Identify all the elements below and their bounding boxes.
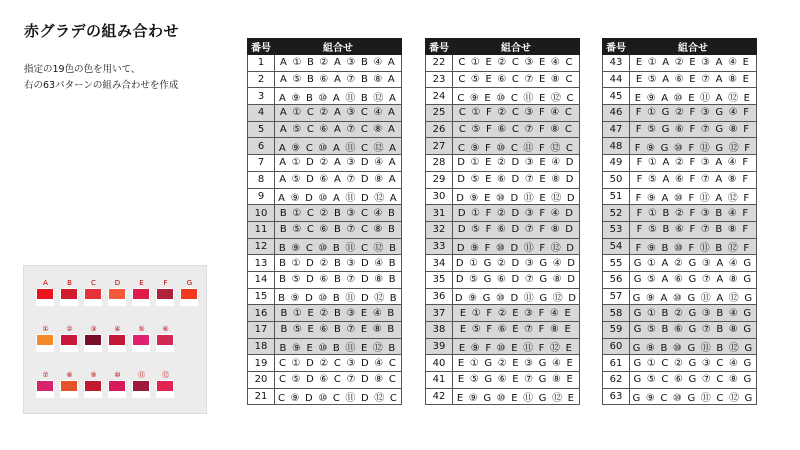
header-combination: 組合せ [453, 39, 580, 55]
row-number: 44 [603, 71, 630, 88]
table-row [426, 338, 580, 355]
table-row [426, 171, 580, 188]
row-combination: D ⑤ F ⑥ D ⑦ F ⑧ D [453, 221, 580, 238]
table-row [603, 88, 757, 105]
swatch-tag [84, 346, 102, 352]
swatch-color [36, 334, 54, 346]
swatch-tag [36, 346, 54, 352]
swatch-chip [108, 278, 127, 306]
table-row [248, 71, 402, 88]
swatch-chip [108, 324, 127, 352]
swatch-chip [132, 278, 151, 306]
row-combination: A ⑨ D ⑩ A ⑪ D ⑫ A [275, 188, 402, 205]
row-combination: B ⑤ C ⑥ B ⑦ C ⑧ B [275, 221, 402, 238]
row-combination: D ① E ② D ③ E ④ D [453, 155, 580, 172]
table-row [248, 372, 402, 389]
row-number: 4 [248, 105, 275, 122]
row-combination: C ⑤ F ⑥ C ⑦ F ⑧ C [453, 121, 580, 138]
row-number: 39 [426, 338, 453, 355]
swatch-chip [84, 370, 103, 398]
row-number: 16 [248, 305, 275, 322]
swatch-label: ⑦ [42, 371, 49, 379]
row-number: 28 [426, 155, 453, 172]
row-number: 30 [426, 188, 453, 205]
swatch-color [132, 334, 150, 346]
swatch-color [36, 380, 54, 392]
row-combination: D ① G ② D ③ G ④ D [453, 255, 580, 272]
color-swatch-photo [23, 265, 207, 414]
swatch-tag [108, 392, 126, 398]
table-header-row [426, 39, 580, 55]
table-row [426, 322, 580, 339]
swatch-chip [180, 278, 199, 306]
row-combination: C ① E ② C ③ E ④ C [453, 55, 580, 72]
row-combination: G ① C ② G ③ C ④ G [630, 355, 757, 372]
swatch-tag [84, 300, 102, 306]
row-combination: A ① B ② A ③ B ④ A [275, 55, 402, 72]
swatch-chip [60, 370, 79, 398]
page-title: 赤グラデの組み合わせ [24, 22, 180, 40]
table-row [426, 238, 580, 255]
row-number: 23 [426, 71, 453, 88]
row-number: 37 [426, 305, 453, 322]
swatch-label: A [43, 279, 48, 287]
row-combination: A ⑨ B ⑩ A ⑪ B ⑫ A [275, 88, 402, 105]
row-combination: G ⑤ B ⑥ G ⑦ B ⑧ G [630, 322, 757, 339]
row-number: 48 [603, 138, 630, 155]
swatch-color [60, 380, 78, 392]
swatch-tag [156, 300, 174, 306]
row-combination: B ① E ② B ③ E ④ B [275, 305, 402, 322]
table-row [426, 205, 580, 222]
swatch-chip [156, 370, 175, 398]
row-number: 46 [603, 105, 630, 122]
swatch-color [156, 288, 174, 300]
row-number: 2 [248, 71, 275, 88]
row-number: 35 [426, 271, 453, 288]
row-number: 40 [426, 355, 453, 372]
row-number: 32 [426, 221, 453, 238]
table-row [248, 271, 402, 288]
swatch-chip [108, 370, 127, 398]
row-number: 61 [603, 355, 630, 372]
swatch-chip [36, 278, 55, 306]
row-combination: A ⑤ C ⑥ A ⑦ C ⑧ A [275, 121, 402, 138]
table-row [426, 71, 580, 88]
row-number: 49 [603, 155, 630, 172]
swatch-tag [60, 300, 78, 306]
row-combination: G ⑨ C ⑩ G ⑪ C ⑫ G [630, 388, 757, 405]
row-number: 58 [603, 305, 630, 322]
swatch-tag [60, 392, 78, 398]
swatch-tag [156, 346, 174, 352]
row-combination: G ① B ② G ③ B ④ G [630, 305, 757, 322]
row-combination: D ⑤ G ⑥ D ⑦ G ⑧ D [453, 271, 580, 288]
swatch-color [84, 380, 102, 392]
table-row [426, 288, 580, 305]
row-combination: F ① A ② F ③ A ④ F [630, 155, 757, 172]
row-combination: E ① A ② E ③ A ④ E [630, 55, 757, 72]
table-row [426, 121, 580, 138]
swatch-label: ⑥ [162, 325, 169, 333]
table-row [426, 305, 580, 322]
row-number: 26 [426, 121, 453, 138]
row-number: 34 [426, 255, 453, 272]
table-row [603, 138, 757, 155]
swatch-label: ② [66, 325, 73, 333]
swatch-chip [60, 324, 79, 352]
table-row [603, 155, 757, 172]
swatch-label: E [139, 279, 144, 287]
swatch-color [156, 334, 174, 346]
table-row [426, 188, 580, 205]
row-combination: G ⑤ A ⑥ G ⑦ A ⑧ G [630, 271, 757, 288]
row-number: 8 [248, 171, 275, 188]
row-number: 12 [248, 238, 275, 255]
row-number: 6 [248, 138, 275, 155]
row-combination: C ⑤ E ⑥ C ⑦ E ⑧ C [453, 71, 580, 88]
row-number: 36 [426, 288, 453, 305]
table-row [248, 138, 402, 155]
description-line-2: 右の63パターンの組み合わせを作成 [24, 80, 179, 91]
table-row [426, 155, 580, 172]
swatch-label: ⑫ [162, 371, 169, 379]
combination-table-1 [247, 38, 402, 405]
row-combination: C ⑨ F ⑩ C ⑪ F ⑫ C [453, 138, 580, 155]
table-row [603, 338, 757, 355]
row-combination: G ⑤ C ⑥ G ⑦ C ⑧ G [630, 372, 757, 389]
swatch-label: ⑧ [66, 371, 73, 379]
table-row [426, 372, 580, 389]
row-combination: B ① C ② B ③ C ④ B [275, 205, 402, 222]
swatch-color [84, 334, 102, 346]
description [24, 62, 178, 94]
row-number: 55 [603, 255, 630, 272]
row-combination: B ⑨ E ⑩ B ⑪ E ⑫ B [275, 338, 402, 355]
swatch-tag [180, 300, 198, 306]
table-row [603, 271, 757, 288]
table-row [248, 255, 402, 272]
row-number: 43 [603, 55, 630, 72]
row-number: 9 [248, 188, 275, 205]
row-number: 25 [426, 105, 453, 122]
swatch-chip [36, 370, 55, 398]
row-combination: A ⑨ C ⑩ A ⑪ C ⑫ A [275, 138, 402, 155]
row-combination: C ⑨ D ⑩ C ⑪ D ⑫ C [275, 388, 402, 405]
row-number: 17 [248, 322, 275, 339]
swatch-label: G [186, 279, 193, 287]
row-number: 53 [603, 221, 630, 238]
swatch-chip [156, 278, 175, 306]
header-number: 番号 [603, 39, 630, 55]
row-number: 56 [603, 271, 630, 288]
row-combination: D ⑤ E ⑥ D ⑦ E ⑧ D [453, 171, 580, 188]
swatch-label: ④ [114, 325, 121, 333]
row-number: 59 [603, 322, 630, 339]
row-number: 54 [603, 238, 630, 255]
row-number: 45 [603, 88, 630, 105]
table-row [248, 388, 402, 405]
table-row [603, 288, 757, 305]
swatch-color [132, 380, 150, 392]
swatch-tag [36, 392, 54, 398]
combination-table-2 [425, 38, 580, 405]
swatch-color [132, 288, 150, 300]
row-combination: E ⑨ G ⑩ E ⑪ G ⑫ E [453, 388, 580, 405]
row-combination: E ⑤ F ⑥ E ⑦ F ⑧ E [453, 322, 580, 339]
table-row [248, 338, 402, 355]
swatch-tag [84, 392, 102, 398]
table-row [603, 388, 757, 405]
row-number: 33 [426, 238, 453, 255]
row-number: 20 [248, 372, 275, 389]
table-row [248, 88, 402, 105]
row-number: 7 [248, 155, 275, 172]
table-row [248, 105, 402, 122]
swatch-tag [132, 346, 150, 352]
table-row [426, 88, 580, 105]
swatch-chip [36, 324, 55, 352]
swatch-chip [60, 278, 79, 306]
swatch-chip [84, 324, 103, 352]
swatch-color [108, 380, 126, 392]
swatch-label: ⑤ [138, 325, 145, 333]
row-number: 29 [426, 171, 453, 188]
row-number: 15 [248, 288, 275, 305]
row-number: 19 [248, 355, 275, 372]
table-row [426, 388, 580, 405]
row-combination: F ⑤ G ⑥ F ⑦ G ⑧ F [630, 121, 757, 138]
swatch-chip [84, 278, 103, 306]
row-combination: F ⑨ A ⑩ F ⑪ A ⑫ F [630, 188, 757, 205]
row-number: 24 [426, 88, 453, 105]
row-combination: B ① D ② B ③ D ④ B [275, 255, 402, 272]
table-row [603, 322, 757, 339]
row-number: 27 [426, 138, 453, 155]
row-number: 5 [248, 121, 275, 138]
table-row [248, 205, 402, 222]
swatch-color [108, 288, 126, 300]
row-combination: D ⑨ E ⑩ D ⑪ E ⑫ D [453, 188, 580, 205]
row-number: 62 [603, 372, 630, 389]
table-row [603, 372, 757, 389]
swatch-label: ③ [90, 325, 97, 333]
table-row [248, 121, 402, 138]
row-number: 63 [603, 388, 630, 405]
table-header-row [603, 39, 757, 55]
row-number: 42 [426, 388, 453, 405]
swatch-color [84, 288, 102, 300]
table-row [603, 121, 757, 138]
swatch-tag [108, 300, 126, 306]
row-combination: G ⑨ B ⑩ G ⑪ B ⑫ G [630, 338, 757, 355]
row-number: 52 [603, 205, 630, 222]
row-combination: D ⑨ G ⑩ D ⑪ G ⑫ D [453, 288, 580, 305]
table-row [248, 171, 402, 188]
table-row [426, 355, 580, 372]
row-combination: E ⑤ G ⑥ E ⑦ G ⑧ E [453, 372, 580, 389]
header-combination: 組合せ [630, 39, 757, 55]
swatch-label: D [114, 279, 121, 287]
swatch-tag [108, 346, 126, 352]
table-row [603, 355, 757, 372]
swatch-label: ⑪ [138, 371, 145, 379]
row-combination: C ⑨ E ⑩ C ⑪ E ⑫ C [453, 88, 580, 105]
row-number: 21 [248, 388, 275, 405]
row-combination: E ⑨ A ⑩ E ⑪ A ⑫ E [630, 88, 757, 105]
table-row [248, 188, 402, 205]
description-line-1: 指定の19色の色を用いて、 [24, 64, 141, 75]
table-row [603, 238, 757, 255]
row-number: 10 [248, 205, 275, 222]
row-number: 14 [248, 271, 275, 288]
table-row [603, 255, 757, 272]
table-row [248, 355, 402, 372]
table-row [248, 305, 402, 322]
row-combination: E ⑨ F ⑩ E ⑪ F ⑫ E [453, 338, 580, 355]
table-row [603, 171, 757, 188]
table-row [426, 105, 580, 122]
row-number: 31 [426, 205, 453, 222]
swatch-label: ⑩ [114, 371, 121, 379]
table-row [248, 238, 402, 255]
table-row [426, 221, 580, 238]
row-combination: F ① G ② F ③ G ④ F [630, 105, 757, 122]
swatch-chip [132, 370, 151, 398]
swatch-label: ① [42, 325, 49, 333]
row-number: 11 [248, 221, 275, 238]
swatch-tag [132, 300, 150, 306]
table-row [248, 221, 402, 238]
swatch-color [180, 288, 198, 300]
table-row [248, 288, 402, 305]
swatch-tag [132, 392, 150, 398]
row-number: 38 [426, 322, 453, 339]
table-row [248, 55, 402, 72]
row-combination: A ① D ② A ③ D ④ A [275, 155, 402, 172]
row-combination: D ⑨ F ⑩ D ⑪ F ⑫ D [453, 238, 580, 255]
row-number: 1 [248, 55, 275, 72]
swatch-color [108, 334, 126, 346]
swatch-label: F [163, 279, 168, 287]
swatch-label: C [91, 279, 96, 287]
row-combination: B ⑨ D ⑩ B ⑪ D ⑫ B [275, 288, 402, 305]
table-row [603, 55, 757, 72]
table-row [426, 255, 580, 272]
swatch-tag [60, 346, 78, 352]
row-combination: B ⑤ E ⑥ B ⑦ E ⑧ B [275, 322, 402, 339]
table-row [603, 71, 757, 88]
row-number: 60 [603, 338, 630, 355]
table-row [603, 105, 757, 122]
row-combination: C ① F ② C ③ F ④ C [453, 105, 580, 122]
row-combination: F ⑤ B ⑥ F ⑦ B ⑧ F [630, 221, 757, 238]
row-combination: D ① F ② D ③ F ④ D [453, 205, 580, 222]
swatch-color [60, 334, 78, 346]
header-combination: 組合せ [275, 39, 402, 55]
row-combination: A ⑤ D ⑥ A ⑦ D ⑧ A [275, 171, 402, 188]
swatch-label: ⑨ [90, 371, 97, 379]
row-number: 13 [248, 255, 275, 272]
row-combination: E ① G ② E ③ G ④ E [453, 355, 580, 372]
row-combination: F ⑤ A ⑥ F ⑦ A ⑧ F [630, 171, 757, 188]
swatch-tag [156, 392, 174, 398]
swatch-chip [132, 324, 151, 352]
swatch-tag [36, 300, 54, 306]
combination-table-3 [602, 38, 757, 405]
table-row [603, 305, 757, 322]
swatch-color [60, 288, 78, 300]
table-row [426, 55, 580, 72]
table-row [603, 188, 757, 205]
table-header-row [248, 39, 402, 55]
swatch-label: B [67, 279, 72, 287]
table-row [603, 221, 757, 238]
row-number: 47 [603, 121, 630, 138]
row-combination: A ① C ② A ③ C ④ A [275, 105, 402, 122]
row-number: 41 [426, 372, 453, 389]
header-number: 番号 [248, 39, 275, 55]
row-combination: B ⑨ C ⑩ B ⑪ C ⑫ B [275, 238, 402, 255]
row-combination: E ⑤ A ⑥ E ⑦ A ⑧ E [630, 71, 757, 88]
table-row [426, 271, 580, 288]
table-row [248, 322, 402, 339]
swatch-color [156, 380, 174, 392]
row-number: 57 [603, 288, 630, 305]
swatch-color [36, 288, 54, 300]
table-row [248, 155, 402, 172]
row-number: 18 [248, 338, 275, 355]
row-number: 22 [426, 55, 453, 72]
row-number: 51 [603, 188, 630, 205]
row-combination: C ⑤ D ⑥ C ⑦ D ⑧ C [275, 372, 402, 389]
row-combination: G ① A ② G ③ A ④ G [630, 255, 757, 272]
table-row [426, 138, 580, 155]
row-combination: B ⑤ D ⑥ B ⑦ D ⑧ B [275, 271, 402, 288]
row-number: 3 [248, 88, 275, 105]
swatch-chip [156, 324, 175, 352]
row-combination: C ① D ② C ③ D ④ C [275, 355, 402, 372]
header-number: 番号 [426, 39, 453, 55]
row-combination: G ⑨ A ⑩ G ⑪ A ⑫ G [630, 288, 757, 305]
row-combination: F ⑨ G ⑩ F ⑪ G ⑫ F [630, 138, 757, 155]
table-row [603, 205, 757, 222]
row-combination: F ① B ② F ③ B ④ F [630, 205, 757, 222]
row-combination: A ⑤ B ⑥ A ⑦ B ⑧ A [275, 71, 402, 88]
row-combination: E ① F ② E ③ F ④ E [453, 305, 580, 322]
row-number: 50 [603, 171, 630, 188]
row-combination: F ⑨ B ⑩ F ⑪ B ⑫ F [630, 238, 757, 255]
